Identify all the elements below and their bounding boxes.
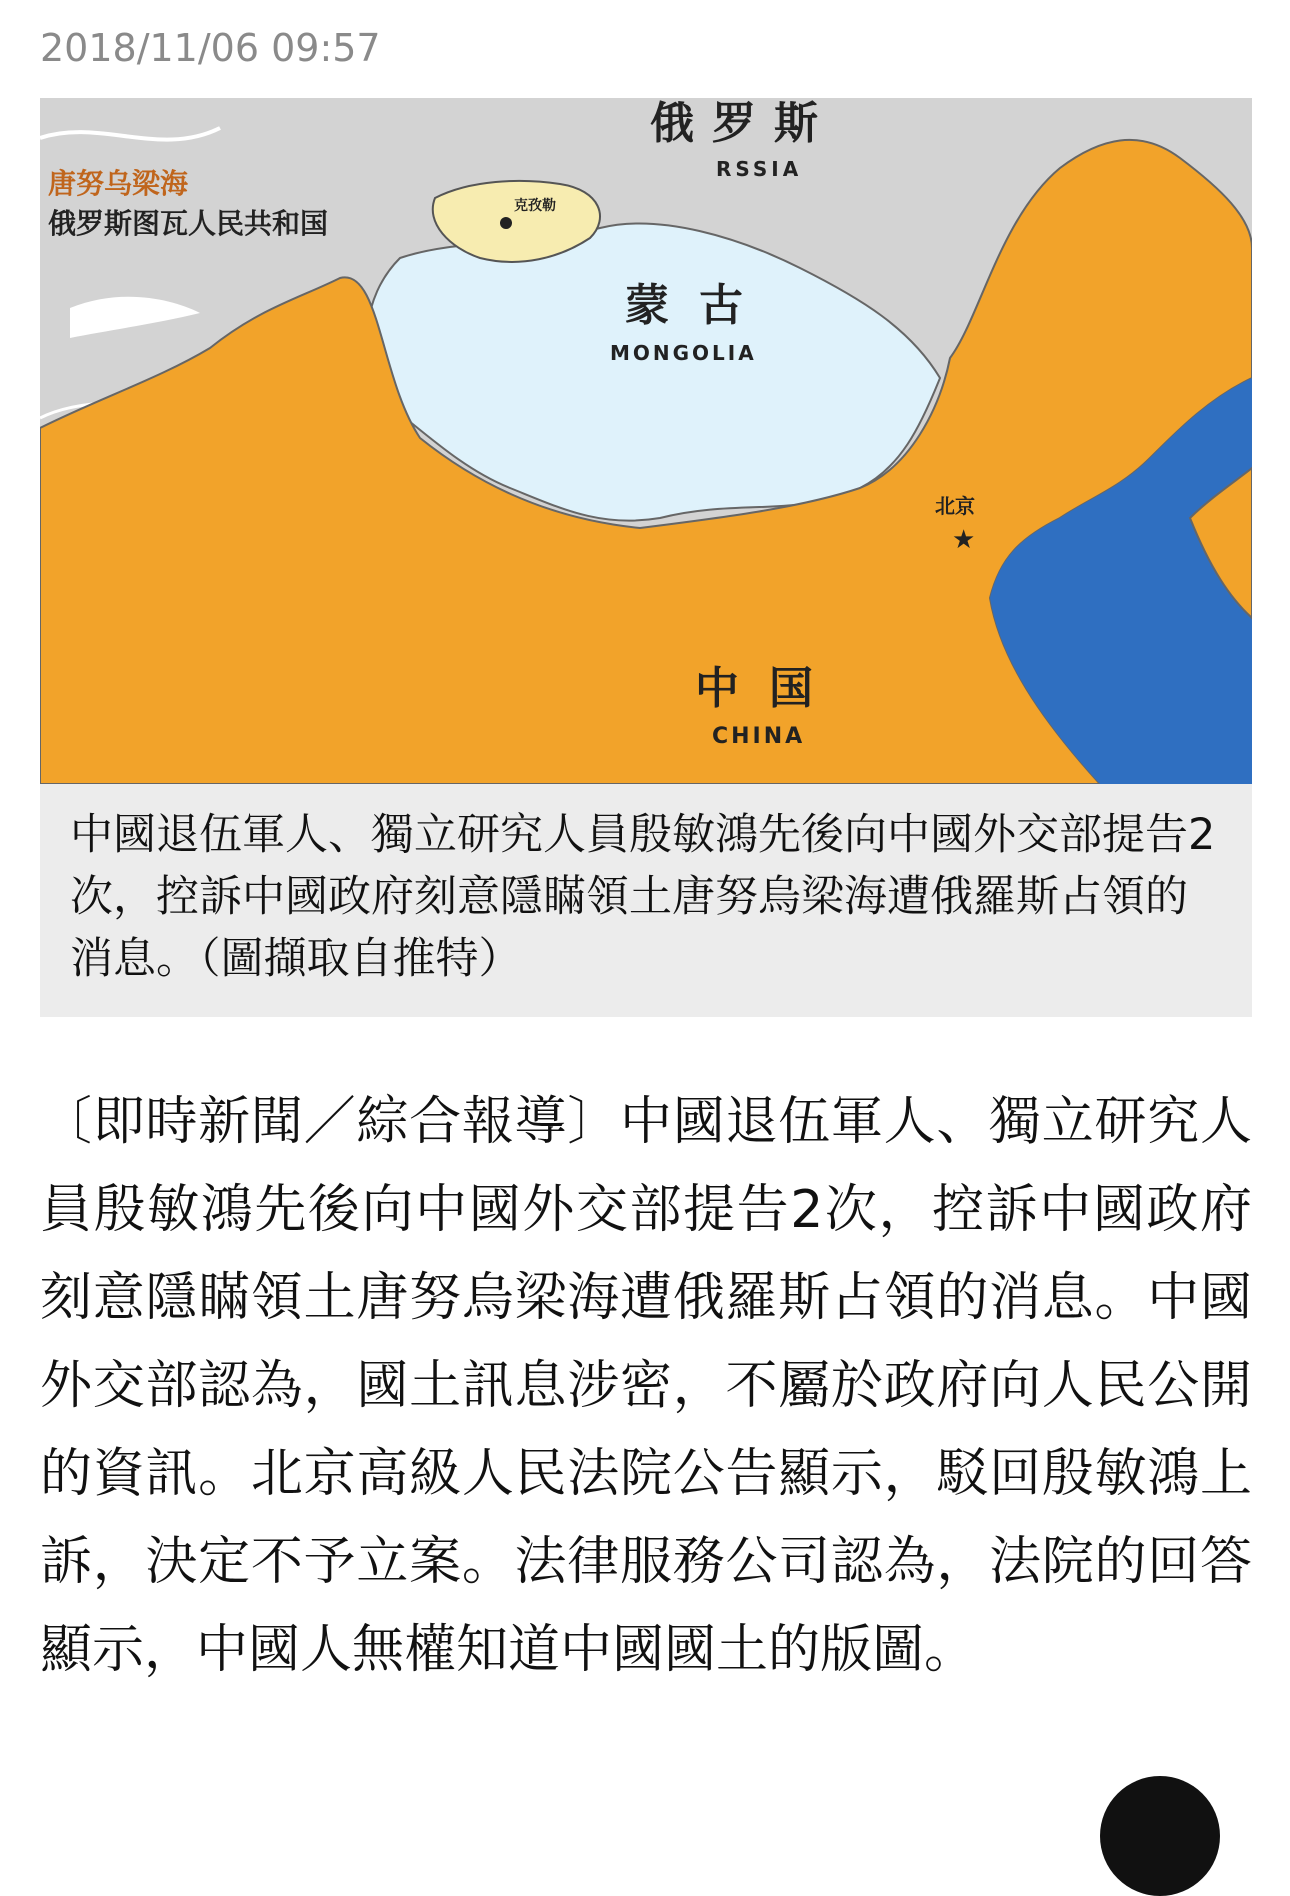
china-cn-label: 中国 xyxy=(695,663,843,714)
floating-action-button[interactable] xyxy=(1100,1776,1220,1896)
image-caption: 中國退伍軍人、獨立研究人員殷敏鴻先後向中國外交部提告2次，控訴中國政府刻意隱瞞領土唐努烏梁海遭俄羅斯占領的消息。（圖擷取自推特） xyxy=(40,784,1252,1017)
kyzyl-label: 克孜勒 xyxy=(514,198,556,214)
beijing-label: 北京 xyxy=(935,494,975,518)
china-en-label: CHINA xyxy=(712,724,806,749)
article-body: 〔即時新聞／綜合報導〕中國退伍軍人、獨立研究人員殷敏鴻先後向中國外交部提告2次，控訴中國政府刻意隱瞞領土唐努烏梁海遭俄羅斯占領的消息。中國外交部認為，國土訊息涉密，不屬於政府向人民公開的資訊。北京高級人民法院公告顯示，駁回殷敏鴻上訴，決定不予立案。法律服務公司認為，法院的回答顯示，中國人無權知道中國國土的版圖。 xyxy=(40,1092,1252,1680)
capital-star-icon: ★ xyxy=(952,525,976,555)
mongolia-cn-label: 蒙古 xyxy=(625,280,773,331)
map-image[interactable] xyxy=(40,98,1252,784)
russia-cn-label: 俄罗斯 xyxy=(650,98,836,149)
kyzyl-dot xyxy=(500,217,512,229)
map-svg xyxy=(40,98,1252,784)
tuva-label: 俄罗斯图瓦人民共和国 xyxy=(48,207,329,240)
article-timestamp: 2018/11/06 09:57 xyxy=(40,26,381,70)
tannu-label: 唐努乌梁海 xyxy=(48,167,189,200)
mongolia-en-label: MONGOLIA xyxy=(610,341,757,365)
russia-en-label: RSSIA xyxy=(716,157,803,181)
